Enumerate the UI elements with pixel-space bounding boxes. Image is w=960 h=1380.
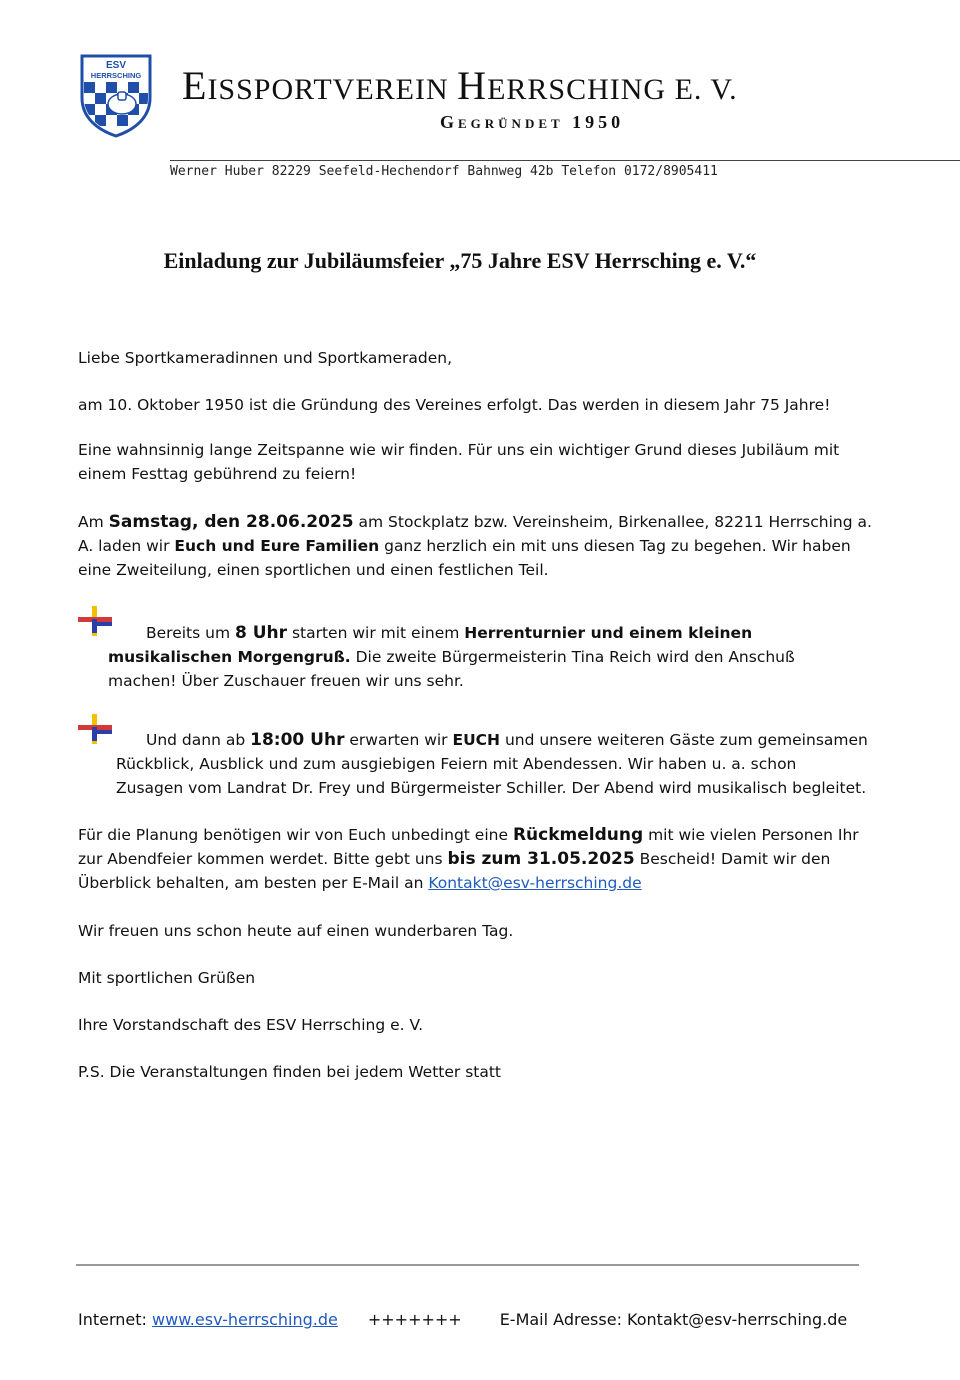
org-initial-h: H bbox=[457, 63, 488, 108]
footer-separator: +++++++ bbox=[367, 1310, 462, 1329]
bullet-cross-icon bbox=[78, 714, 112, 744]
contact-email-link[interactable]: Kontakt@esv-herrsching.de bbox=[428, 874, 642, 892]
signature: Ihre Vorstandschaft des ESV Herrsching e. V. bbox=[78, 1016, 424, 1034]
org-initial-e: E bbox=[182, 63, 208, 108]
text: und unsere weiteren Gäste zum gemeinsamen Rückblick, Ausblick und zum ausgiebigen Feiern mit Abendessen. Wir haben u. a. schon Zusagen vom Landrat Dr. Frey und Bürgermeister Schiller. Der Abend wird musikalisch begleitet. bbox=[116, 731, 868, 797]
invitees: Euch und Eure Familien bbox=[174, 537, 380, 555]
text: Bescheid! Damit wir den Überblick behalten, am besten per E-Mail an bbox=[78, 850, 831, 892]
morning-time: 8 Uhr bbox=[234, 623, 288, 643]
org-name-part1: ISSPORTVEREIN bbox=[207, 73, 458, 106]
document-title: Einladung zur Jubiläumsfeier „75 Jahre ESV Herrsching e. V.“ bbox=[163, 248, 757, 273]
organization-name bbox=[182, 62, 738, 109]
text: Am bbox=[78, 513, 109, 531]
bullet-morning bbox=[108, 621, 868, 693]
paragraph-date bbox=[78, 510, 878, 582]
text: erwarten wir bbox=[344, 731, 453, 749]
founded-line: Gegründet 1950 bbox=[440, 112, 625, 132]
paragraph-closing: Wir freuen uns schon heute auf einen wunderbaren Tag. bbox=[78, 922, 514, 940]
postscript: P.S. Die Veranstaltungen finden bei jedem Wetter statt bbox=[78, 1063, 502, 1081]
text: starten wir mit einem bbox=[287, 624, 465, 642]
event-date: Samstag, den 28.06.2025 bbox=[108, 512, 354, 532]
text: am Stockplatz bzw. Vereinsheim, Birkenallee, 82211 Herrsching a. A. laden wir bbox=[78, 513, 872, 555]
bullet-evening bbox=[116, 728, 868, 800]
contact-line: Werner Huber 82229 Seefeld-Hechendorf Bahnweg 42b Telefon 0172/8905411 bbox=[170, 164, 718, 179]
paragraph-founding: am 10. Oktober 1950 ist die Gründung des Vereines erfolgt. Das werden in diesem Jahr 75 Jahre! bbox=[78, 396, 831, 414]
greeting: Liebe Sportkameradinnen und Sportkameraden, bbox=[78, 349, 453, 367]
text: mit wie vielen Personen Ihr zur Abendfeier kommen werdet. Bitte gebt uns bbox=[78, 826, 859, 868]
footer-internet-label: Internet: bbox=[78, 1310, 153, 1329]
footer-divider bbox=[76, 1264, 859, 1266]
evening-guests: EUCH bbox=[452, 731, 501, 749]
paragraph-rsvp bbox=[78, 823, 878, 895]
regards: Mit sportlichen Grüßen bbox=[78, 969, 256, 987]
header-divider bbox=[170, 160, 960, 161]
logo-text-top: ESV bbox=[105, 60, 127, 71]
footer-email: E-Mail Adresse: Kontakt@esv-herrsching.de bbox=[499, 1310, 848, 1329]
text: Für die Planung benötigen wir von Euch unbedingt eine bbox=[78, 826, 513, 844]
club-logo bbox=[78, 54, 154, 138]
bullet-cross-icon bbox=[78, 606, 112, 636]
footer bbox=[78, 1310, 847, 1329]
evening-time: 18:00 Uhr bbox=[250, 730, 345, 750]
text: Die zweite Bürgermeisterin Tina Reich wird den Anschuß machen! Über Zuschauer freuen wir uns sehr. bbox=[108, 648, 795, 690]
logo-text-bottom: HERRSCHING bbox=[90, 71, 142, 80]
rsvp-deadline: bis zum 31.05.2025 bbox=[447, 849, 635, 869]
text: Bereits um bbox=[146, 624, 235, 642]
website-link[interactable]: www.esv-herrsching.de bbox=[152, 1310, 338, 1329]
morning-event: Herrenturnier und einem kleinen musikalischen Morgengruß. bbox=[108, 624, 753, 666]
text: ganz herzlich ein mit uns diesen Tag zu begehen. Wir haben eine Zweiteilung, einen sportlichen und einen festlichen Teil. bbox=[78, 537, 851, 579]
org-name-part2: ERRSCHING E. V. bbox=[487, 73, 738, 106]
paragraph-jubilee: Eine wahnsinnig lange Zeitspanne wie wir finden. Für uns ein wichtiger Grund dieses Jubiläum mit einem Festtag gebührend zu feiern! bbox=[78, 441, 840, 483]
text: Und dann ab bbox=[146, 731, 251, 749]
rsvp-keyword: Rückmeldung bbox=[512, 825, 644, 845]
